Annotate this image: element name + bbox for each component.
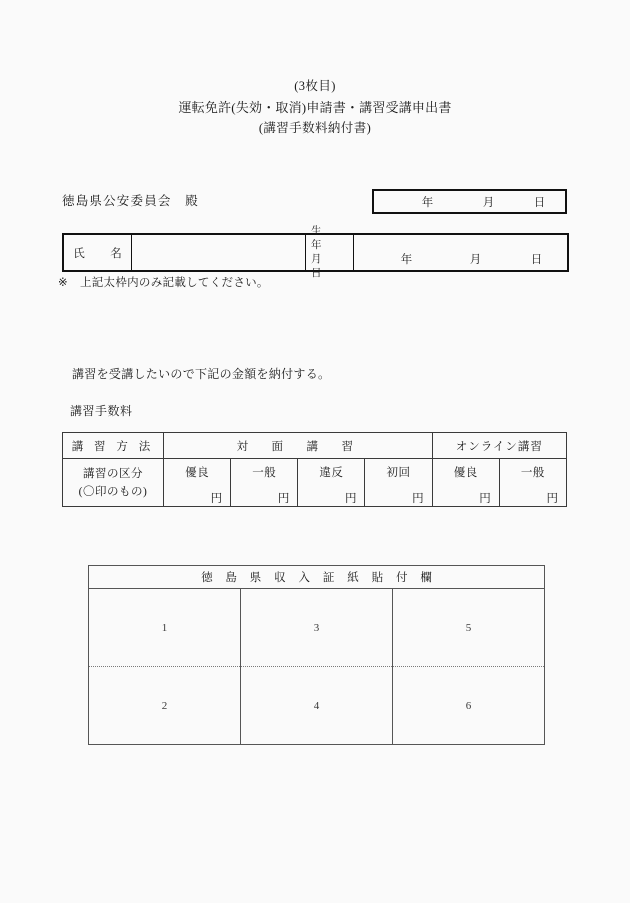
document-header <box>0 76 630 139</box>
fee-category-label: 一般 <box>252 467 277 479</box>
birthdate-input-field[interactable] <box>354 235 567 270</box>
note-text: 上記太枠内のみ記載してください。 <box>79 277 269 289</box>
stamp-slot-4[interactable]: 4 <box>241 667 393 745</box>
birthdate-label-line1: 生 年 <box>311 225 342 251</box>
birthdate-year-label: 年 <box>400 254 413 266</box>
stamp-row-bottom <box>89 667 545 745</box>
stamp-row-top <box>89 589 545 667</box>
document-title: 運転免許(失効・取消)申請書・講習受講申出書 <box>178 100 452 115</box>
class-row-label-line2: (〇印のもの) <box>78 485 148 498</box>
stamp-area-header: 徳 島 県 収 入 証 紙 貼 付 欄 <box>89 566 545 589</box>
class-row-label-line1: 講習の区分 <box>83 467 143 480</box>
fee-category-label: 優良 <box>185 467 210 479</box>
stamp-slot-1[interactable]: 1 <box>89 589 241 667</box>
fee-cell-online-yuryo[interactable] <box>432 459 499 507</box>
fee-section-heading: 講習手数料 <box>70 404 133 418</box>
name-field-label: 氏 名 <box>64 235 132 270</box>
fee-category-label: 一般 <box>520 467 545 479</box>
fee-cell-online-ippan[interactable] <box>499 459 566 507</box>
note-mark-icon: ※ <box>58 277 68 289</box>
fee-table-class-row <box>63 459 567 507</box>
method-inperson-header: 対 面 講 習 <box>164 433 433 459</box>
submission-date-box[interactable] <box>372 189 567 214</box>
stamp-header-row <box>89 566 545 589</box>
submission-date-year-label: 年 <box>421 196 434 209</box>
addressee-line: 徳島県公安委員会 殿 <box>62 194 200 208</box>
stamp-slot-6[interactable]: 6 <box>393 667 545 745</box>
stamp-slot-3[interactable]: 3 <box>241 589 393 667</box>
fee-category-label: 優良 <box>453 467 478 479</box>
fee-category-label: 初回 <box>386 467 411 479</box>
fee-cell-inperson-ippan[interactable] <box>231 459 298 507</box>
fee-cell-inperson-yuryo[interactable] <box>164 459 231 507</box>
submission-date-month-label: 月 <box>482 196 495 209</box>
method-row-label: 講 習 方 法 <box>63 433 164 459</box>
submission-date-day-label: 日 <box>533 196 546 209</box>
fee-currency-unit: 円 <box>210 493 223 505</box>
stamp-slot-5[interactable]: 5 <box>393 589 545 667</box>
fee-category-label: 違反 <box>319 467 344 479</box>
class-row-label <box>63 459 164 507</box>
fee-cell-inperson-ihan[interactable] <box>298 459 365 507</box>
birthdate-label-line2: 月 日 <box>311 253 342 279</box>
fee-table <box>62 432 567 507</box>
document-subtitle: (講習手数料納付書) <box>258 121 372 135</box>
page-marker: (3枚目) <box>294 79 336 93</box>
fee-cell-inperson-shokai[interactable] <box>365 459 432 507</box>
fee-currency-unit: 円 <box>546 493 558 505</box>
name-birthdate-table <box>62 225 569 279</box>
name-input-field[interactable] <box>132 235 306 270</box>
fee-currency-unit: 円 <box>344 493 357 505</box>
revenue-stamp-table <box>88 565 545 745</box>
fee-currency-unit: 円 <box>277 493 290 505</box>
form-note <box>58 274 269 290</box>
fee-currency-unit: 円 <box>412 493 424 505</box>
birthdate-day-label: 日 <box>530 254 543 266</box>
method-online-header: オンライン講習 <box>432 433 566 459</box>
payment-statement: 講習を受講したいので下記の金額を納付する。 <box>72 367 331 381</box>
birthdate-field-label <box>306 225 354 279</box>
stamp-slot-2[interactable]: 2 <box>89 667 241 745</box>
birthdate-month-label: 月 <box>469 254 482 266</box>
fee-currency-unit: 円 <box>479 493 491 505</box>
fee-table-method-row <box>63 433 567 459</box>
